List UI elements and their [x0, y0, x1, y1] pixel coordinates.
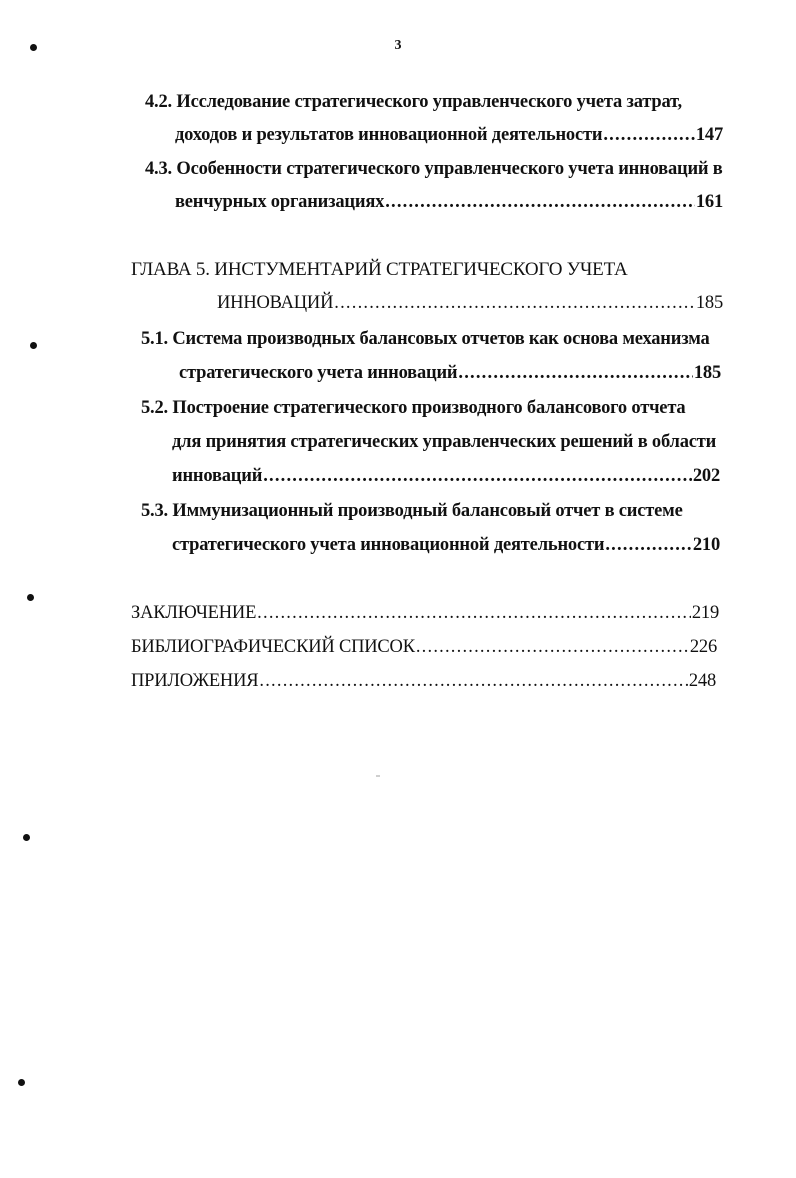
toc-page-number: 185: [695, 293, 723, 313]
binding-hole-mark: [30, 342, 37, 349]
dot-leader: [263, 464, 692, 488]
toc-bibliography: [131, 635, 717, 659]
toc-page-number: 185: [693, 363, 721, 383]
toc-item-4-2-line2: доходов и результатов инновационной деятельности: [175, 125, 603, 145]
dot-leader: [603, 123, 695, 147]
toc-item-4-3-line2: венчурных организациях: [175, 192, 385, 212]
toc-page-number: 248: [688, 671, 716, 691]
toc-section-label: ЗАКЛЮЧЕНИЕ: [131, 603, 257, 623]
toc-item-5-2-line2: для принятия стратегических управленческих решений в области: [172, 432, 717, 452]
dot-leader: [416, 635, 689, 659]
dot-leader: [259, 669, 687, 693]
toc-item-5-1-entry: [179, 361, 721, 385]
binding-hole-mark: [27, 594, 34, 601]
toc-item-4-2-entry: [175, 123, 723, 147]
dot-leader: [458, 361, 692, 385]
toc-page-number: 147: [695, 125, 723, 145]
toc-page-number: 219: [691, 603, 719, 623]
toc-item-5-2-entry: [172, 464, 720, 488]
binding-hole-mark: [30, 44, 37, 51]
toc-page-number: 210: [692, 535, 720, 555]
toc-appendices: [131, 669, 716, 693]
binding-hole-mark: [18, 1079, 25, 1086]
toc-page-number: 226: [689, 637, 717, 657]
toc-section-label: БИБЛИОГРАФИЧЕСКИЙ СПИСОК: [131, 637, 415, 657]
dot-leader: [334, 291, 695, 315]
toc-item-5-3-entry: [172, 533, 720, 557]
toc-conclusion: [131, 601, 719, 625]
toc-item-5-2-line1: 5.2. Построение стратегического производного балансового отчета: [141, 398, 686, 418]
page-number: 3: [394, 38, 402, 53]
toc-item-4-3-entry: [175, 190, 723, 214]
dot-leader: [605, 533, 692, 557]
toc-item-5-1-line1: 5.1. Система производных балансовых отчетов как основа механизма: [141, 329, 710, 349]
scan-speck: [376, 775, 380, 777]
toc-page-number: 161: [695, 192, 723, 212]
toc-item-5-3-line1: 5.3. Иммунизационный производный балансовый отчет в системе: [141, 501, 683, 521]
chapter-5-title-line2: ИННОВАЦИЙ: [217, 293, 334, 313]
toc-section-label: ПРИЛОЖЕНИЯ: [131, 671, 259, 691]
toc-item-4-2-line1: 4.2. Исследование стратегического управленческого учета затрат,: [145, 92, 682, 112]
dot-leader: [385, 190, 695, 214]
toc-item-5-1-line2: стратегического учета инноваций: [179, 363, 458, 383]
toc-item-5-2-line3: инноваций: [172, 466, 263, 486]
chapter-5-title-line1: ГЛАВА 5. ИНСТУМЕНТАРИЙ СТРАТЕГИЧЕСКОГО УЧЕТА: [131, 259, 628, 280]
chapter-5-title-entry: [217, 291, 723, 315]
binding-hole-mark: [23, 834, 30, 841]
toc-page-number: 202: [692, 466, 720, 486]
dot-leader: [257, 601, 691, 625]
toc-item-5-3-line2: стратегического учета инновационной деятельности: [172, 535, 605, 555]
toc-item-4-3-line1: 4.3. Особенности стратегического управленческого учета инноваций в: [145, 159, 723, 179]
